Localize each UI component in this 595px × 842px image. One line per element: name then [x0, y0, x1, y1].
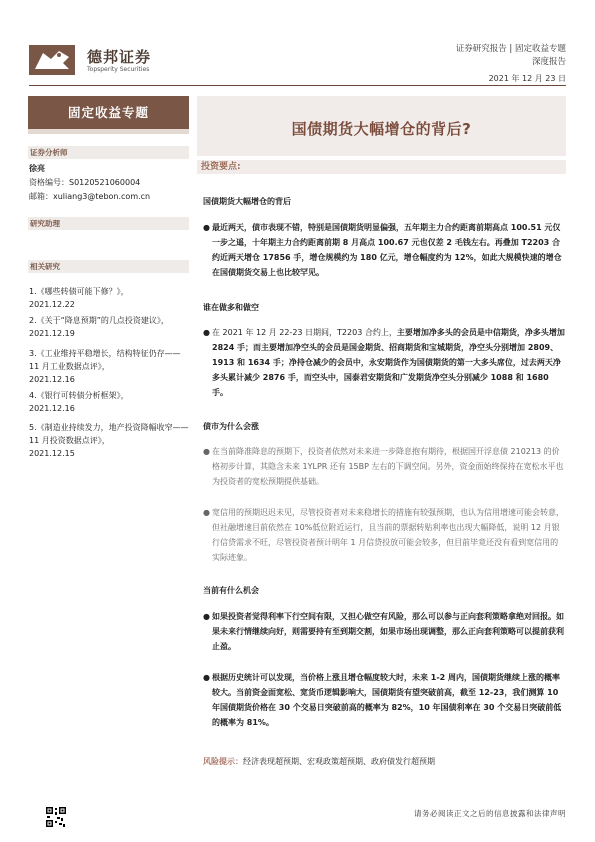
bullet-icon: ●	[203, 508, 210, 517]
risk-text: 经济表现超预期、宏观政策超预期、政府债发行超预期	[243, 757, 435, 766]
header-divider	[29, 85, 566, 86]
report-title: 国债期货大幅增仓的背后?	[291, 120, 472, 138]
bullet-icon: ●	[203, 223, 210, 232]
analyst-email[interactable]: 邮箱：xuliang3@tebon.com.cn	[29, 192, 151, 201]
category-banner: 固定收益专题	[28, 96, 189, 129]
company-logo-icon	[29, 45, 75, 75]
bullet-paragraph: ● 在当前降准降息的预期下，投资者依然对未来进一步降息抱有期待，根据国开浮息债 210213 的价格初步计算，其隐含未来 1YLPR 还有 15BP 左右的下调空间。另外，资金面始终保持在宽松水平也为投资者的宽松预期提供基础。	[203, 444, 565, 489]
risk-label: 风险提示：	[203, 757, 243, 766]
key-points-label: 投资要点:	[201, 162, 241, 172]
logo-name-cn: 德邦证券	[87, 48, 152, 66]
qr-code-icon	[45, 806, 67, 828]
related-item[interactable]: 3.《工业维持平稳增长，结构特征仍存——11 月工业数据点评》， 2021.12.16	[29, 349, 181, 384]
logo-name-en: Topsperity Securities	[87, 66, 150, 73]
section-heading: 债市为什么会涨	[203, 422, 259, 431]
key-points-band	[197, 160, 566, 174]
analyst-heading: 证券分析师	[28, 146, 189, 159]
bullet-paragraph: ● 如果投资者觉得利率下行空间有限，又担心做空有风险，那么可以参与正向套利策略拿绝对回报。如果未来行情继续向好，则需要持有至到期交割，如果市场出现调整，那么正向套利策略可以提前获利止盈。	[203, 609, 565, 654]
bullet-paragraph: ● 最近两天，债市表现不错，特别是国债期货明显偏强，五年期主力合约距离前期高点 100.51 元仅一步之遥，十年期主力合约距离前期 8 月高点 100.67 元也仅差 2 毛钱左右。再叠加 T2203 合约近两天增仓 17856 手，增仓规模约为 180 亿元，增仓幅度约为 12%，如此大规模快速的增仓在国债期货交易上也比较罕见。	[203, 220, 565, 280]
bullet-paragraph: ● 根据历史统计可以发现，当价格上涨且增仓幅度较大时，未来 1-2 周内，国债期货继续上涨的概率较大。当前资金面宽松、宽货币逻辑影响大，国债期货有望突破前高，截至 12-23，我们测算 10 年国债期货价格在 30 个交易日突破前高的概率为 82%，10 年国债利率在 30 个交易日突破前低的概率为 81%。	[203, 670, 565, 730]
report-date: 2021 年 12 月 23 日	[488, 74, 566, 83]
bullet-paragraph: ● 在 2021 年 12 月 22-23 日期间，T2203 合约上，主要增加净多头的会员是中信期货，净多头增加 2824 手；而主要增加净空头的会员是国金期货、招商期货和宝城期货，净空头分别增加 2809、1913 和 1634 手；净持仓减少的会员中，永安期货作为国债期货的第一大多头席位，过去两天净多头累计减少 2876 手，而空头中，国泰君安期货和广发期货净空头分别减少 1088 和 1680 手。	[203, 325, 565, 400]
related-item[interactable]: 1.《哪些转债可能下修？》， 2021.12.22	[29, 287, 129, 309]
banner-underline	[28, 129, 189, 134]
section-heading: 国债期货大幅增仓的背后	[203, 197, 291, 206]
related-item[interactable]: 4.《银行可转债分析框架》， 2021.12.16	[29, 391, 129, 413]
analyst-license: 资格编号：S0120521060004	[29, 178, 141, 187]
bullet-paragraph: ● 宽信用的预期迟迟未见，尽管投资者对未来稳增长的措施有较强预期，也认为信用增速可能会转意，但社融增速目前依然在 10%低位附近运行，且当前的票据转贴利率也出现大幅降低，说明 12 月银行信贷需求不旺，尽管投资者预计明年 1 月信贷投放可能会较多，但目前毕竟还没有看到宽信用的实际迹象。	[203, 505, 565, 565]
section-heading: 当前有什么机会	[203, 586, 259, 595]
bullet-icon: ●	[203, 612, 210, 621]
bullet-icon: ●	[203, 447, 210, 456]
related-item[interactable]: 5.《制造业持续发力，地产投资降幅收窄——11 月投资数据点评》， 2021.12.15	[29, 423, 189, 458]
report-subtype: 深度报告	[531, 57, 566, 67]
section-heading: 谁在做多和做空	[203, 303, 259, 312]
footer-disclaimer: 请务必阅读正文之后的信息披露和法律声明	[414, 809, 566, 818]
bullet-icon: ●	[203, 673, 210, 682]
related-heading: 相关研究	[28, 260, 189, 273]
assistant-heading: 研究助理	[28, 217, 189, 230]
report-type: 证券研究报告 | 固定收益专题	[455, 44, 566, 54]
risk-warning	[203, 756, 435, 767]
analyst-name: 徐亮	[29, 164, 45, 173]
bullet-icon: ●	[203, 328, 210, 337]
related-item[interactable]: 2.《关于“降息预期”的几点投资建议》， 2021.12.19	[29, 316, 169, 338]
